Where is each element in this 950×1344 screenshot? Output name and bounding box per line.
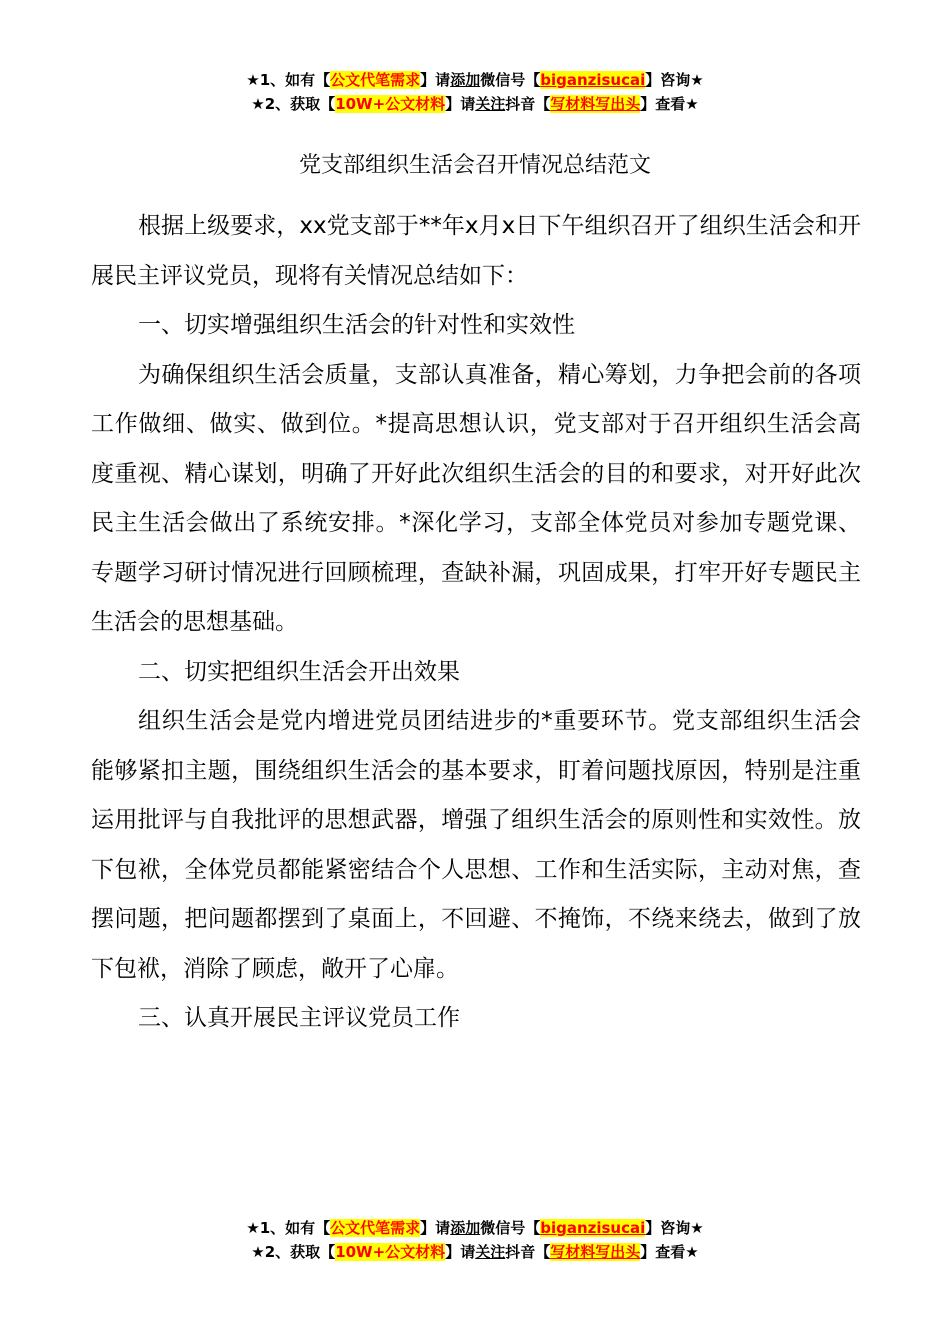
footer-banner: [0, 1216, 950, 1264]
banner-text: ★2、获取【: [251, 95, 336, 113]
banner-line-1: [0, 68, 950, 92]
banner-text-underlined: 添加: [450, 71, 481, 89]
highlight-service: 公文代笔需求: [330, 1219, 421, 1237]
section-heading-3: 三、认真开展民主评议党员工作: [138, 1005, 460, 1031]
banner-text: 】请: [445, 95, 476, 113]
banner-line-2: [0, 92, 950, 116]
banner-text: 抖音【: [505, 1243, 551, 1261]
banner-text: ★2、获取【: [251, 1243, 336, 1261]
banner-text: 】请: [445, 1243, 476, 1261]
banner-text: 微信号【: [480, 71, 541, 89]
banner-text: 】查看★: [640, 1243, 699, 1261]
banner-text: 】请: [420, 1219, 451, 1237]
banner-line-1: [0, 1216, 950, 1240]
paragraph-intro: 根据上级要求，xx党支部于**年x月x日下午组织召开了组织生活会和开展民主评议党员，现将有关情况总结如下：: [91, 213, 861, 289]
banner-text-underlined: 添加: [450, 1219, 481, 1237]
document-body: [91, 202, 861, 1044]
section-heading-2: 二、切实把组织生活会开出效果: [138, 658, 460, 685]
banner-text-underlined: 关注: [475, 95, 506, 113]
banner-text: 微信号【: [480, 1219, 541, 1237]
banner-text: ★1、如有【: [246, 71, 331, 89]
wechat-id-link[interactable]: biganzisucai: [540, 1219, 646, 1237]
paragraph-section-1: 为确保组织生活会质量，支部认真准备，精心筹划，力争把会前的各项工作做细、做实、做到位。*提高思想认识，党支部对于召开组织生活会高度重视、精心谋划，明确了开好此次组织生活会的目的和要求，对开好此次民主生活会做出了系统安排。*深化学习，支部全体党员对参加专题党课、专题学习研讨情况进行回顾梳理，查缺补漏，巩固成果，打牢开好专题民主生活会的思想基础。: [91, 361, 861, 635]
douyin-account-link[interactable]: 写材料写出头: [550, 1243, 641, 1261]
banner-text: 】请: [420, 71, 451, 89]
banner-text: ★1、如有【: [246, 1219, 331, 1237]
banner-text: 】咨询★: [645, 1219, 704, 1237]
section-heading-1: 一、切实增强组织生活会的针对性和实效性: [138, 312, 575, 338]
paragraph-section-2: 组织生活会是党内增进党员团结进步的*重要环节。党支部组织生活会能够紧扣主题，围绕组织生活会的基本要求，盯着问题找原因，特别是注重运用批评与自我批评的思想武器，增强了组织生活会的原则性和实效性。放下包袱，全体党员都能紧密结合个人思想、工作和生活实际，主动对焦，查摆问题，把问题都摆到了桌面上，不回避、不掩饰，不绕来绕去，做到了放下包袱，消除了顾虑，敞开了心扉。: [91, 708, 861, 982]
header-banner: [0, 68, 950, 116]
douyin-account-link[interactable]: 写材料写出头: [550, 95, 641, 113]
banner-text: 抖音【: [505, 95, 551, 113]
wechat-id-link[interactable]: biganzisucai: [540, 71, 646, 89]
banner-text-underlined: 关注: [475, 1243, 506, 1261]
highlight-materials: 10W+公文材料: [335, 1243, 446, 1261]
banner-text: 】咨询★: [645, 71, 704, 89]
banner-line-2: [0, 1240, 950, 1264]
highlight-materials: 10W+公文材料: [335, 95, 446, 113]
banner-text: 】查看★: [640, 95, 699, 113]
document-title: 党支部组织生活会召开情况总结范文: [298, 153, 651, 178]
highlight-service: 公文代笔需求: [330, 71, 421, 89]
